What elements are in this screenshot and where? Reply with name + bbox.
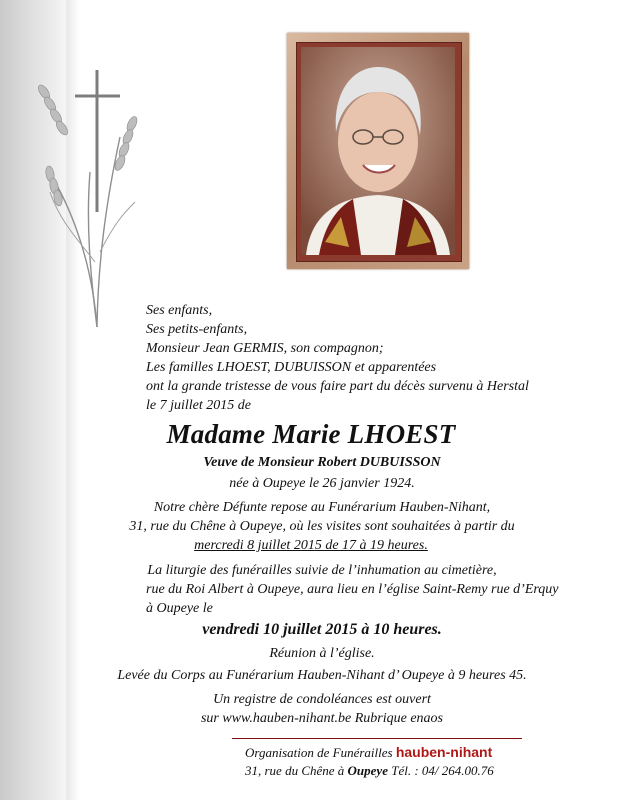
condolences-line: Un registre de condoléances est ouvert: [213, 692, 431, 707]
body-lifting: Levée du Corps au Funérarium Hauben-Nihant d’ Oupeye à 9 heures 45.: [117, 668, 527, 683]
footer-org-prefix: Organisation de Funérailles: [245, 745, 393, 760]
footer-phone: Tél. : 04/ 264.00.76: [391, 763, 494, 778]
portrait-photo: [296, 42, 462, 262]
portrait-illustration-icon: [301, 47, 455, 255]
footer-divider: [232, 738, 522, 739]
visiting-hours: [0, 538, 622, 554]
ceremony-line: La liturgie des funérailles suivie de l’inhumation au cimetière,: [147, 563, 497, 578]
ceremony-line: à Oupeye le: [146, 601, 213, 616]
widow-of: Veuve de Monsieur Robert DUBUISSON: [203, 455, 441, 470]
portrait-frame: [287, 33, 469, 269]
intro-line: Monsieur Jean GERMIS, son compagnon;: [146, 341, 384, 356]
intro-line: le 7 juillet 2015 de: [146, 398, 251, 413]
condolences-link[interactable]: sur www.hauben-nihant.be Rubrique enaos: [200, 711, 443, 726]
intro-line: Les familles LHOEST, DUBUISSON et apparentées: [146, 360, 437, 375]
visiting-hours-text: mercredi 8 juillet 2015 de 17 à 19 heures.: [194, 538, 428, 553]
footer-organisation: [245, 744, 492, 761]
rest-line: Notre chère Défunte repose au Funérarium Hauben-Nihant,: [153, 500, 491, 515]
intro-line: Ses petits-enfants,: [146, 322, 248, 337]
birth-info: née à Oupeye le 26 janvier 1924.: [229, 476, 415, 491]
footer-town: Oupeye: [347, 763, 388, 778]
intro-line: Ses enfants,: [146, 303, 213, 318]
funeral-date: vendredi 10 juillet 2015 à 10 heures.: [202, 621, 442, 638]
rest-line: 31, rue du Chêne à Oupeye, où les visites sont souhaitées à partir du: [129, 519, 515, 534]
ceremony-line: rue du Roi Albert à Oupeye, aura lieu en l’église Saint-Remy rue d’Erquy: [146, 582, 559, 597]
meeting-place: Réunion à l’église.: [269, 646, 375, 661]
brand-logo: hauben-nihant: [395, 744, 493, 760]
footer-address-prefix: 31, rue du Chêne à: [245, 763, 345, 778]
deceased-name: Madame Marie LHOEST: [166, 419, 456, 449]
footer-address: [245, 763, 494, 779]
cross-and-wheat-icon: [20, 62, 150, 342]
intro-line: ont la grande tristesse de vous faire part du décès survenu à Herstal: [146, 379, 529, 394]
